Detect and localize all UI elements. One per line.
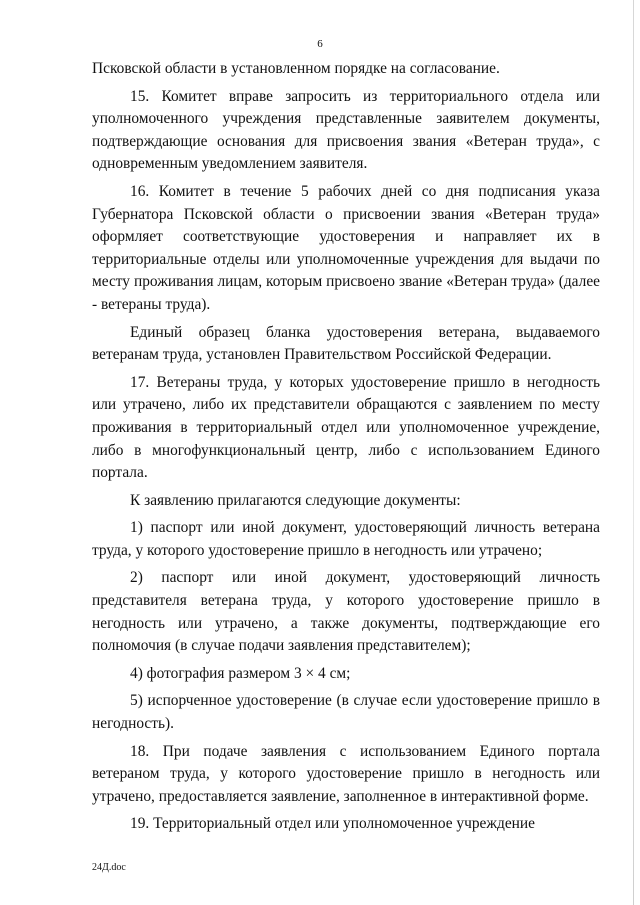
paragraph-item-19: 19. Территориальный отдел или уполномоченное учреждение [130, 815, 535, 833]
list-item-5: 5) испорченное удостоверение (в случае если удостоверение пришло в негодность). [92, 692, 600, 733]
list-item-2: 2) паспорт или иной документ, удостоверяющий личность представителя ветерана труда, у которого удостоверение пришло в негодность или утрачено, а также документы, подтверждающие его полномочия (в случае подачи заявления представителем); [92, 569, 600, 655]
paragraph-documents-intro: К заявлению прилагаются следующие документы: [130, 491, 461, 509]
footer-filename: 24Д.doc [92, 862, 126, 873]
page-number: 6 [317, 38, 323, 50]
scan-edge-shadow [633, 0, 634, 905]
paragraph-item-15: 15. Комитет вправе запросить из территориального отдела или уполномоченного учреждения представленные заявителем документы, подтверждающие основания для присвоения звания «Ветеран труда», с одновременным уведомлением заявителя. [92, 87, 600, 173]
list-item-1: 1) паспорт или иной документ, удостоверяющий личность ветерана труда, у которого удостоверение пришло в негодность или утрачено; [92, 519, 600, 559]
paragraph-continuation: Псковской области в установленном порядке на согласование. [92, 60, 500, 77]
paragraph-item-18: 18. При подаче заявления с использованием Единого портала ветераном труда, у которого удостоверение пришло в негодность или утрачено, предоставляется заявление, заполненное в интерактивной форме. [92, 742, 600, 805]
document-body [92, 58, 600, 841]
paragraph-item-17: 17. Ветераны труда, у которых удостоверение пришло в негодность или утрачено, либо их представители обращаются с заявлением по месту проживания в территориальный отдел или уполномоченное учреждение, либо в многофункциональный центр, либо с использованием Единого портала. [92, 373, 600, 482]
list-item-4: 4) фотография размером 3 × 4 см; [130, 664, 351, 682]
paragraph-item-16: 16. Комитет в течение 5 рабочих дней со дня подписания указа Губернатора Псковской области о присвоении звания «Ветеран труда» оформляет соответствующие удостоверения и направляет их в территориальные отделы или уполномоченные учреждения для выдачи по месту проживания лицам, которым присвоено звание «Ветеран труда» (далее - ветераны труда). [92, 182, 600, 313]
paragraph-certificate-form: Единый образец бланка удостоверения ветерана, выдаваемого ветеранам труда, установлен Правительством Российской Федерации. [92, 323, 600, 364]
